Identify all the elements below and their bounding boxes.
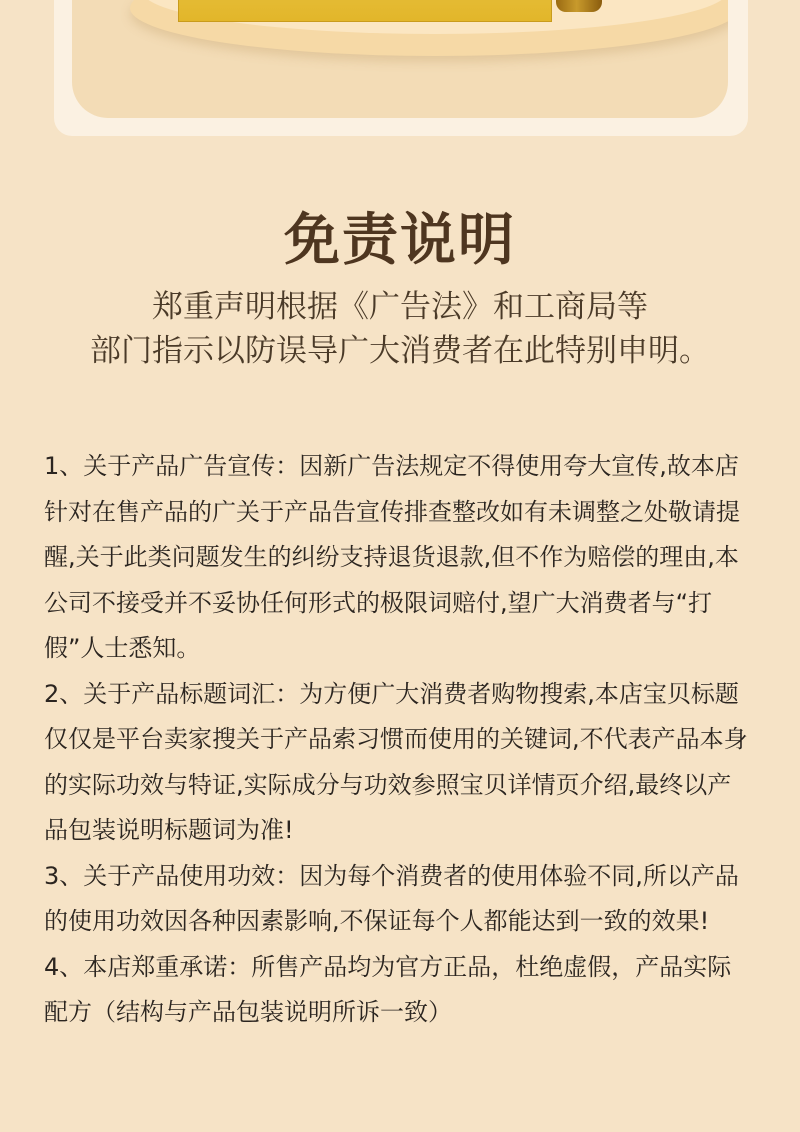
- product-vial: [556, 0, 602, 12]
- disclaimer-body: [44, 444, 754, 1036]
- disclaimer-item-4: 4、本店郑重承诺：所售产品均为官方正品，杜绝虚假，产品实际配方（结构与产品包装说明所诉一致）: [44, 952, 732, 1026]
- intro-line-2: 部门指示以防误导广大消费者在此特别申明。: [90, 333, 710, 369]
- page-title: 免责说明: [284, 208, 516, 273]
- disclaimer-item-2: 2、关于产品标题词汇：为方便广大消费者购物搜索,本店宝贝标题仅仅是平台卖家搜关于产品索习惯而使用的关键词,不代表产品本身的实际功效与特证,实际成分与功效参照宝贝详情页介绍,最终以产品包装说明标题词为准!: [44, 679, 748, 844]
- product-image: [72, 0, 728, 118]
- product-box: [178, 0, 552, 22]
- disclaimer-item-1: 1、关于产品广告宣传：因新广告法规定不得使用夸大宣传,故本店针对在售产品的广关于产品告宣传排查整改如有未调整之处敬请提醒,关于此类问题发生的纠纷支持退货退款,但不作为赔偿的理由,本公司不接受并不妥协任何形式的极限词赔付,望广大消费者与“打假”人士悉知。: [44, 452, 740, 662]
- intro-line-1: 郑重声明根据《广告法》和工商局等: [152, 289, 648, 325]
- disclaimer-item-3: 3、关于产品使用功效：因为每个消费者的使用体验不同,所以产品的使用功效因各种因素影响,不保证每个人都能达到一致的效果!: [44, 861, 739, 935]
